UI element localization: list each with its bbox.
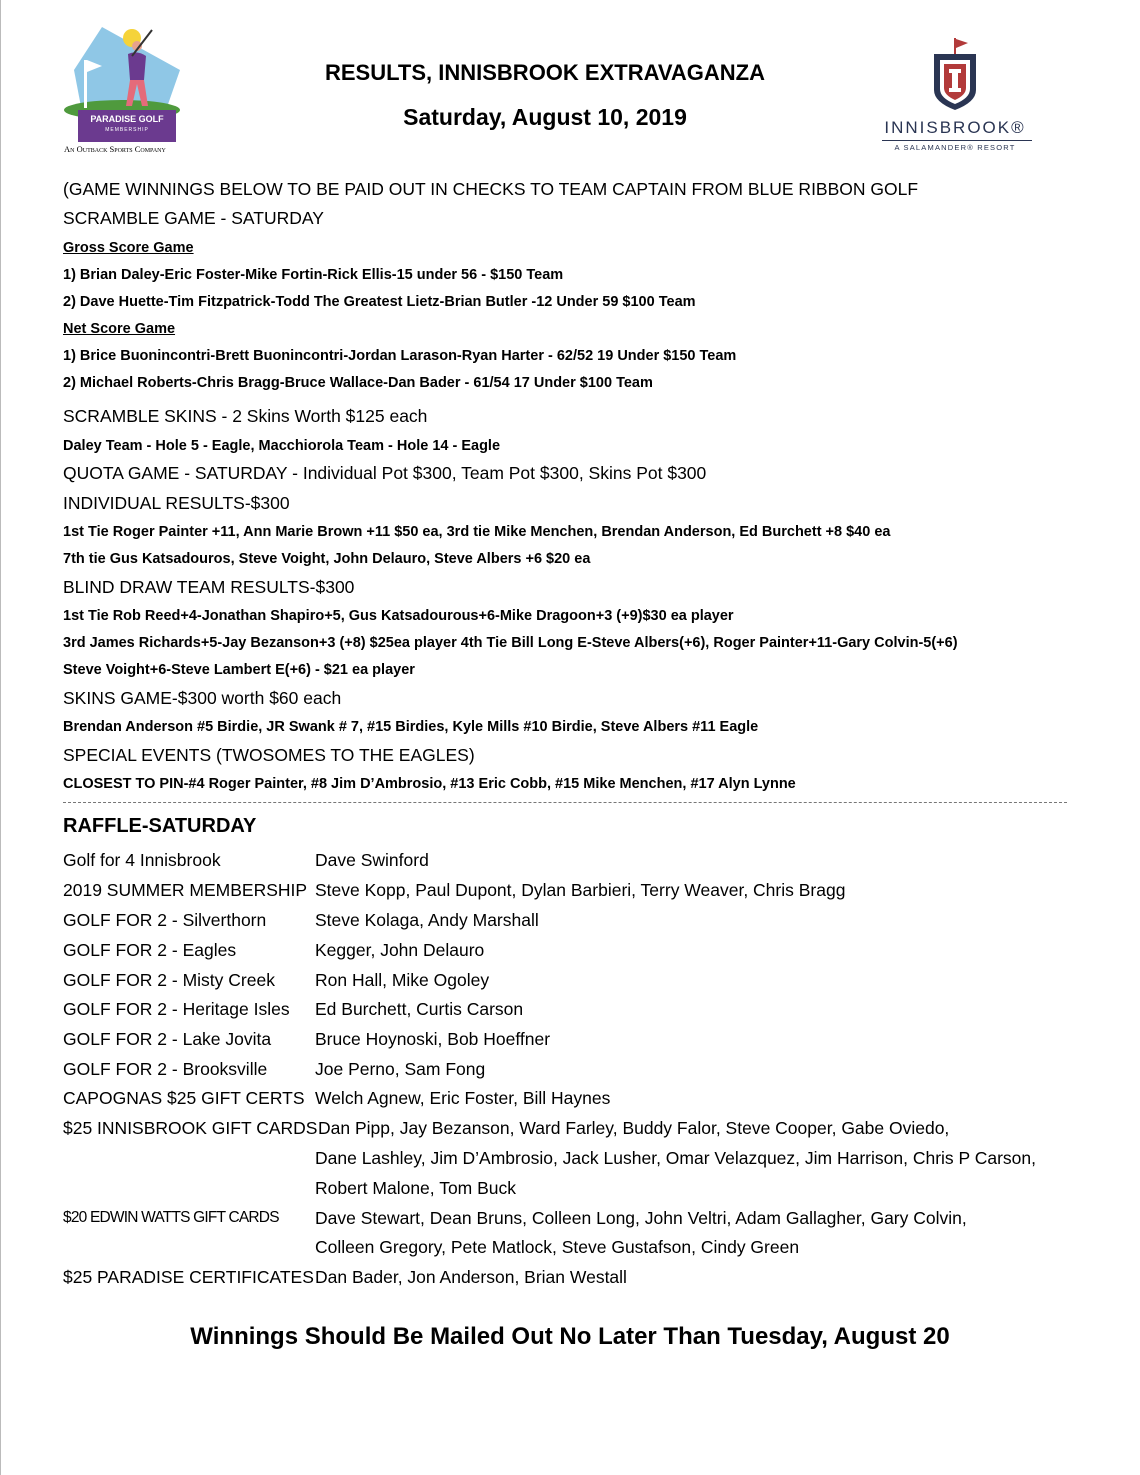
raffle-winners: Dave Swinford [315, 850, 429, 870]
raffle-prize: 2019 SUMMER MEMBERSHIP [63, 880, 308, 900]
raffle-winners: Steve Kopp, Paul Dupont, Dylan Barbieri, Terry Weaver, Chris Bragg [315, 880, 846, 900]
raffle-winners: Dan Bader, Jon Anderson, Brian Westall [315, 1267, 627, 1287]
raffle-title: RAFFLE-SATURDAY [63, 815, 257, 837]
raffle-winners: Ron Hall, Mike Ogoley [315, 970, 490, 990]
section-heading-skins: SKINS GAME-$300 worth $60 each [63, 688, 342, 708]
raffle-winners: Ed Burchett, Curtis Carson [315, 999, 524, 1019]
mailing-notice: Winnings Should Be Mailed Out No Later Than Tuesday, August 20 [190, 1323, 950, 1350]
raffle-winners: Bruce Hoynoski, Bob Hoeffner [315, 1029, 551, 1049]
raffle-winners: Dane Lashley, Jim D’Ambrosio, Jack Lusher, Omar Velazquez, Jim Harrison, Chris P Carson, [315, 1148, 1037, 1168]
raffle-winners: Joe Perno, Sam Fong [315, 1059, 486, 1079]
result-line: 2) Michael Roberts-Chris Bragg-Bruce Wallace-Dan Bader - 61/54 17 Under $100 Team [63, 375, 653, 391]
subheading-gross: Gross Score Game [63, 240, 194, 256]
paradise-golf-tag: MEMBERSHIP [105, 127, 149, 133]
paradise-golf-name: PARADISE GOLF [90, 114, 164, 124]
section-heading-scramble-skins: SCRAMBLE SKINS - 2 Skins Worth $125 each [63, 406, 428, 426]
subheading-net: Net Score Game [63, 321, 176, 337]
raffle-winners: Colleen Gregory, Pete Matlock, Steve Gustafson, Cindy Green [315, 1237, 800, 1257]
raffle-prize: GOLF FOR 2 - Lake Jovita [63, 1029, 272, 1049]
section-heading-special-events: SPECIAL EVENTS (TWOSOMES TO THE EAGLES) [63, 745, 475, 765]
raffle-prize: GOLF FOR 2 - Misty Creek [63, 970, 275, 990]
section-heading-scramble: SCRAMBLE GAME - SATURDAY [63, 208, 324, 228]
section-heading-individual: INDIVIDUAL RESULTS-$300 [63, 493, 290, 513]
raffle-prize: GOLF FOR 2 - Silverthorn [63, 910, 267, 930]
raffle-prize: CAPOGNAS $25 GIFT CERTS [63, 1088, 305, 1108]
innisbrook-shield-icon [870, 38, 1040, 118]
raffle-winners: Robert Malone, Tom Buck [315, 1178, 517, 1198]
raffle-winners: Dan Pipp, Jay Bezanson, Ward Farley, Buddy Falor, Steve Cooper, Gabe Oviedo, [318, 1118, 950, 1138]
golfer-icon [62, 22, 192, 117]
event-date: Saturday, August 10, 2019 [403, 104, 687, 130]
result-line: 1st Tie Rob Reed+4-Jonathan Shapiro+5, Gus Katsadourous+6-Mike Dragoon+3 (+9)$30 ea player [63, 608, 734, 624]
section-heading-quota: QUOTA GAME - SATURDAY - Individual Pot $300, Team Pot $300, Skins Pot $300 [63, 463, 707, 483]
raffle-prize: $25 INNISBROOK GIFT CARDS [63, 1118, 318, 1138]
raffle-prize: GOLF FOR 2 - Eagles [63, 940, 237, 960]
raffle-winners: Steve Kolaga, Andy Marshall [315, 910, 539, 930]
paradise-golf-badge [78, 110, 176, 142]
result-line: 2) Dave Huette-Tim Fitzpatrick-Todd The Greatest Lietz-Brian Butler -12 Under 59 $100 Team [63, 294, 696, 310]
innisbrook-divider [882, 140, 1032, 141]
paradise-golf-tagline: An Outback Sports Company [64, 144, 166, 154]
section-divider [63, 802, 1067, 803]
raffle-winners: Welch Agnew, Eric Foster, Bill Haynes [315, 1088, 611, 1108]
raffle-winners: Kegger, John Delauro [315, 940, 485, 960]
result-line: CLOSEST TO PIN-#4 Roger Painter, #8 Jim D’Ambrosio, #13 Eric Cobb, #15 Mike Menchen, #17 Alyn Lynne [63, 776, 796, 792]
result-line: 7th tie Gus Katsadouros, Steve Voight, John Delauro, Steve Albers +6 $20 ea [63, 551, 591, 567]
page-title: RESULTS, INNISBROOK EXTRAVAGANZA [324, 60, 765, 85]
section-heading-blind-draw: BLIND DRAW TEAM RESULTS-$300 [63, 577, 355, 597]
result-line: 1) Brian Daley-Eric Foster-Mike Fortin-Rick Ellis-15 under 56 - $150 Team [63, 267, 564, 283]
payout-note: (GAME WINNINGS BELOW TO BE PAID OUT IN CHECKS TO TEAM CAPTAIN FROM BLUE RIBBON GOLF [63, 179, 919, 199]
innisbrook-logo [870, 38, 1040, 158]
raffle-prize: Golf for 4 Innisbrook [63, 850, 221, 870]
page-edge [0, 0, 1, 1475]
innisbrook-tagline: A SALAMANDER® RESORT [894, 143, 1016, 152]
result-line: 3rd James Richards+5-Jay Bezanson+3 (+8) $25ea player 4th Tie Bill Long E-Steve Albers(+6), Roger Painter+11-Gary Colvin-5(+6) [63, 635, 958, 651]
raffle-prize: $25 PARADISE CERTIFICATES [63, 1267, 314, 1287]
result-line: 1st Tie Roger Painter +11, Ann Marie Brown +11 $50 ea, 3rd tie Mike Menchen, Brendan Anderson, Ed Burchett +8 $40 ea [63, 524, 891, 540]
raffle-prize: GOLF FOR 2 - Heritage Isles [63, 999, 290, 1019]
result-line: 1) Brice Buonincontri-Brett Buonincontri-Jordan Larason-Ryan Harter - 62/52 19 Under $150 Team [63, 348, 737, 364]
paradise-golf-logo [62, 22, 192, 157]
innisbrook-name: INNISBROOK® [884, 118, 1026, 137]
result-line: Steve Voight+6-Steve Lambert E(+6) - $21 ea player [63, 662, 415, 678]
result-line: Daley Team - Hole 5 - Eagle, Macchiorola Team - Hole 14 - Eagle [63, 438, 501, 454]
raffle-prize: GOLF FOR 2 - Brooksville [63, 1059, 268, 1079]
raffle-winners: Dave Stewart, Dean Bruns, Colleen Long, John Veltri, Adam Gallagher, Gary Colvin, [315, 1208, 967, 1228]
result-line: Brendan Anderson #5 Birdie, JR Swank # 7, #15 Birdies, Kyle Mills #10 Birdie, Steve Albers #11 Eagle [63, 719, 759, 735]
raffle-prize: $20 EDWIN WATTS GIFT CARDS [63, 1209, 279, 1226]
